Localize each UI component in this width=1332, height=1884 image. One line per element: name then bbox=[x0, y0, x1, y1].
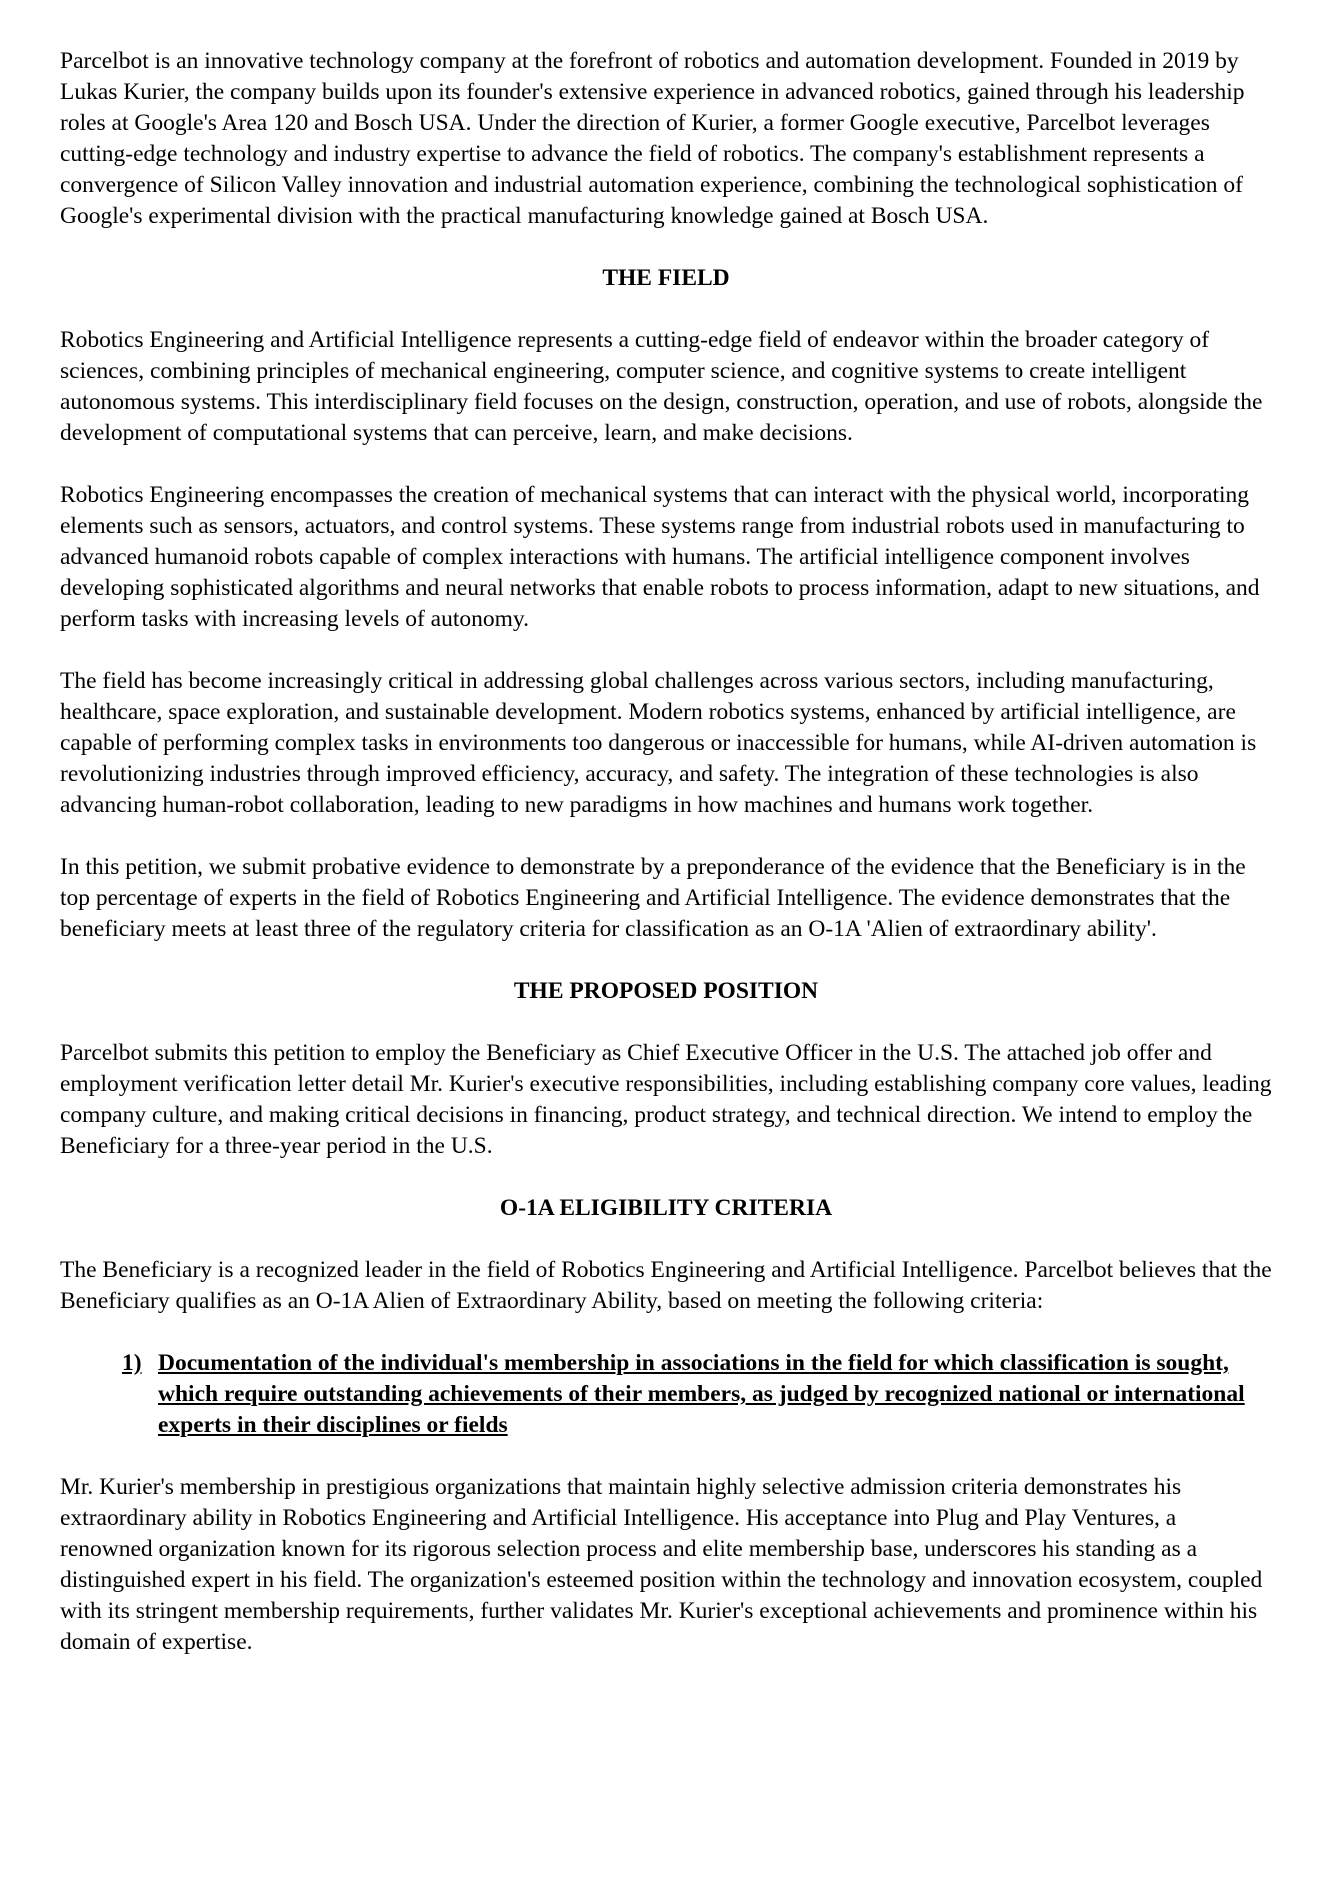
field-paragraph-1: Robotics Engineering and Artificial Intelligence represents a cutting-edge field of endeavor within the broader category of sciences, combining principles of mechanical engineering, computer science, and cognitive systems to create intelligent autonomous systems. This interdisciplinary field focuses on the design, construction, operation, and use of robots, alongside the development of computational systems that can perceive, learn, and make decisions. bbox=[60, 327, 1263, 446]
intro-paragraph: Parcelbot is an innovative technology company at the forefront of robotics and automation development. Founded in 2019 by Lukas Kurier, the company builds upon its founder's extensive experience in advanced robotics, gained through his leadership roles at Google's Area 120 and Bosch USA. Under the direction of Kurier, a former Google executive, Parcelbot leverages cutting-edge technology and industry expertise to advance the field of robotics. The company's establishment represents a convergence of Silicon Valley innovation and industrial automation experience, combining the technological sophistication of Google's experimental division with the practical manufacturing knowledge gained at Bosch USA. bbox=[60, 48, 1245, 229]
section-heading-position: THE PROPOSED POSITION bbox=[513, 978, 819, 1004]
position-paragraph: Parcelbot submits this petition to employ the Beneficiary as Chief Executive Officer in the U.S. The attached job offer and employment verification letter detail Mr. Kurier's executive responsibilities, including establishing company core values, leading company culture, and making critical decisions in financing, product strategy, and technical direction. We intend to employ the Beneficiary for a three-year period in the U.S. bbox=[60, 1040, 1272, 1159]
section-heading-eligibility: O-1A ELIGIBILITY CRITERIA bbox=[499, 1195, 833, 1221]
membership-paragraph: Mr. Kurier's membership in prestigious organizations that maintain highly selective admission criteria demonstrates his extraordinary ability in Robotics Engineering and Artificial Intelligence. His acceptance into Plug and Play Ventures, a renowned organization known for its rigorous selection process and elite membership base, underscores his standing as a distinguished expert in his field. The organization's esteemed position within the technology and innovation ecosystem, coupled with its stringent membership requirements, further validates Mr. Kurier's exceptional achievements and prominence within his domain of expertise. bbox=[60, 1474, 1263, 1655]
criterion-text: Documentation of the individual's membership in associations in the field for which classification is sought, which require outstanding achievements of their members, as judged by recognized national or international experts in their disciplines or fields bbox=[158, 1350, 1245, 1438]
criterion-1 bbox=[122, 1348, 1272, 1441]
section-heading-field: THE FIELD bbox=[602, 265, 730, 291]
field-paragraph-2: Robotics Engineering encompasses the creation of mechanical systems that can interact with the physical world, incorporating elements such as sensors, actuators, and control systems. These systems range from industrial robots used in manufacturing to advanced humanoid robots capable of complex interactions with humans. The artificial intelligence component involves developing sophisticated algorithms and neural networks that enable robots to process information, adapt to new situations, and perform tasks with increasing levels of autonomy. bbox=[60, 482, 1260, 632]
criterion-number: 1) bbox=[122, 1350, 142, 1376]
field-paragraph-4: In this petition, we submit probative evidence to demonstrate by a preponderance of the evidence that the Beneficiary is in the top percentage of experts in the field of Robotics Engineering and Artificial Intelligence. The evidence demonstrates that the beneficiary meets at least three of the regulatory criteria for classification as an O-1A 'Alien of extraordinary ability'. bbox=[60, 854, 1246, 942]
eligibility-paragraph: The Beneficiary is a recognized leader in the field of Robotics Engineering and Artificial Intelligence. Parcelbot believes that the Beneficiary qualifies as an O-1A Alien of Extraordinary Ability, based on meeting the following criteria: bbox=[60, 1257, 1272, 1314]
field-paragraph-3: The field has become increasingly critical in addressing global challenges across various sectors, including manufacturing, healthcare, space exploration, and sustainable development. Modern robotics systems, enhanced by artificial intelligence, are capable of performing complex tasks in environments too dangerous or inaccessible for humans, while AI-driven automation is revolutionizing industries through improved efficiency, accuracy, and safety. The integration of these technologies is also advancing human-robot collaboration, leading to new paradigms in how machines and humans work together. bbox=[60, 668, 1257, 818]
